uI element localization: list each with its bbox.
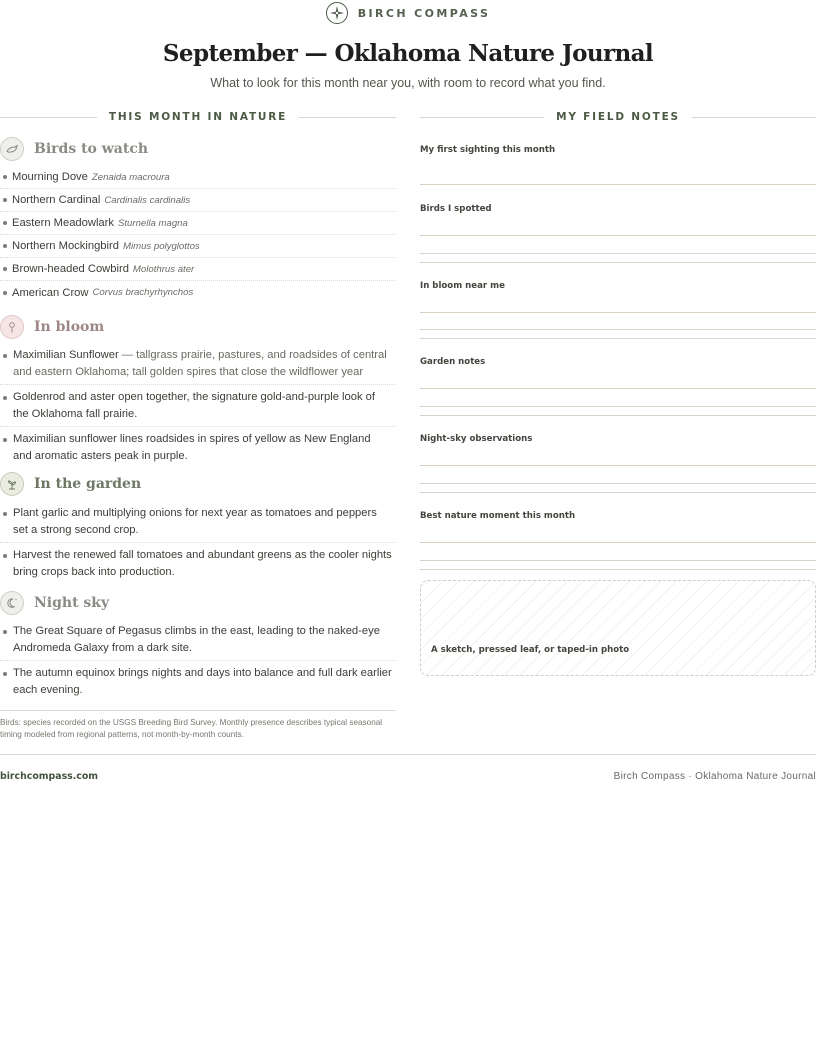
field-note-garden[interactable] (420, 351, 816, 418)
heading-rule (420, 117, 544, 118)
field-label: Night-sky observations (420, 434, 533, 444)
bullet (3, 198, 7, 202)
flower-icon (0, 315, 24, 339)
heading-rule (692, 117, 816, 118)
footer-url[interactable]: birchcompass.com (0, 771, 99, 782)
writing-line[interactable] (420, 569, 816, 570)
field-note-in-bloom[interactable] (420, 275, 816, 341)
birds-section-title: Birds to watch (34, 141, 149, 157)
sky-section-heading (0, 591, 396, 615)
writing-line[interactable] (420, 253, 816, 254)
brand-name: BIRCH COMPASS (357, 6, 491, 20)
brand-header (0, 2, 816, 24)
field-note-first-sighting[interactable] (420, 139, 816, 189)
writing-line[interactable] (420, 312, 816, 313)
list-item (0, 189, 396, 212)
writing-line[interactable] (420, 184, 816, 185)
page-subtitle: What to look for this month near you, with room to record what you find. (210, 76, 606, 90)
field-label: Garden notes (420, 357, 486, 367)
sky-list (0, 623, 396, 706)
footer-divider (0, 754, 816, 755)
list-item: The autumn equinox brings nights and days into balance and full dark earlier each evening. (0, 665, 396, 702)
writing-line[interactable] (420, 415, 816, 416)
bird-scientific-name: Mimus polyglottos (122, 240, 200, 252)
writing-line[interactable] (420, 329, 816, 330)
writing-line[interactable] (420, 338, 816, 339)
list-item (0, 281, 396, 304)
bird-scientific-name: Sturnella magna (117, 217, 188, 229)
list-item (0, 258, 396, 281)
left-column-heading (0, 110, 396, 124)
field-label: Best nature moment this month (420, 511, 576, 521)
compass-icon (326, 2, 348, 24)
bloom-highlight-name: Maximilian Sunflower (13, 349, 119, 361)
garden-section-heading (0, 472, 396, 496)
garden-section-title: In the garden (34, 476, 142, 492)
bird-name: American Crow (12, 286, 89, 299)
sketch-label: A sketch, pressed leaf, or taped-in photo (431, 645, 630, 655)
bloom-section-title: In bloom (34, 319, 105, 335)
list-item: Plant garlic and multiplying onions for next year as tomatoes and peppers set a strong second crop. (0, 505, 396, 543)
bird-scientific-name: Cardinalis cardinalis (104, 194, 191, 206)
field-note-night-sky[interactable] (420, 428, 816, 495)
garden-list (0, 505, 396, 588)
field-note-best-moment[interactable] (420, 505, 816, 572)
bird-scientific-name: Corvus brachyrhynchos (92, 287, 194, 298)
field-label: Birds I spotted (420, 204, 492, 214)
list-item (0, 166, 396, 189)
birds-list (0, 166, 396, 304)
left-column-heading-label: THIS MONTH IN NATURE (108, 111, 288, 123)
heading-rule (0, 117, 97, 118)
bullet (3, 244, 7, 248)
writing-line[interactable] (420, 492, 816, 493)
footnote: Birds: species recorded on the USGS Breeding Bird Survey. Monthly presence describes typical seasonal timing modeled from regional patterns, not month-by-month counts. (0, 710, 396, 741)
bird-name: Mourning Dove (12, 171, 88, 183)
right-column-heading-label: MY FIELD NOTES (556, 111, 680, 123)
writing-line[interactable] (420, 483, 816, 484)
bullet (3, 291, 7, 295)
field-note-birds-spotted[interactable] (420, 198, 816, 266)
bloom-section-heading (0, 315, 396, 339)
bird-name: Northern Cardinal (12, 194, 101, 206)
writing-line[interactable] (420, 542, 816, 543)
bird-name: Eastern Meadowlark (12, 217, 114, 229)
list-item (0, 347, 396, 385)
bloom-list (0, 347, 396, 472)
bird-scientific-name: Zenaida macroura (91, 171, 170, 183)
writing-line[interactable] (420, 235, 816, 236)
right-column-heading (420, 110, 816, 124)
bullet (3, 267, 7, 271)
writing-line[interactable] (420, 465, 816, 466)
writing-line[interactable] (420, 388, 816, 389)
bird-name: Brown-headed Cowbird (12, 263, 129, 275)
moon-icon (0, 591, 24, 615)
writing-line[interactable] (420, 406, 816, 407)
sketch-box[interactable] (420, 580, 816, 676)
heading-rule (299, 117, 396, 118)
writing-line[interactable] (420, 262, 816, 263)
list-item: Maximilian sunflower lines roadsides in spires of yellow as New England and aromatic asters peak in purple. (0, 431, 396, 468)
bullet (3, 221, 7, 225)
bird-scientific-name: Molothrus ater (132, 263, 195, 275)
list-item (0, 212, 396, 235)
field-label: My first sighting this month (420, 145, 556, 155)
page-title: September — Oklahoma Nature Journal (162, 40, 654, 67)
field-label: In bloom near me (420, 281, 505, 291)
list-item: The Great Square of Pegasus climbs in the east, leading to the naked-eye Andromeda Galaxy from a dark site. (0, 623, 396, 661)
bird-name: Northern Mockingbird (12, 240, 119, 252)
birds-section-heading (0, 137, 396, 161)
bird-icon (0, 137, 24, 161)
writing-line[interactable] (420, 560, 816, 561)
sky-section-title: Night sky (34, 595, 110, 611)
footer-credit: Birch Compass · Oklahoma Nature Journal (613, 771, 816, 782)
list-item (0, 235, 396, 258)
list-item: Harvest the renewed fall tomatoes and abundant greens as the cooler nights bring crops back into production. (0, 547, 396, 584)
bullet (3, 175, 7, 179)
sprout-icon (0, 472, 24, 496)
list-item: Goldenrod and aster open together, the signature gold-and-purple look of the Oklahoma fall prairie. (0, 389, 396, 427)
bloom-highlight-note: — tallgrass prairie, pastures, and roadsides of central and eastern Oklahoma; tall golden spires that close the wildflower year (13, 349, 387, 378)
